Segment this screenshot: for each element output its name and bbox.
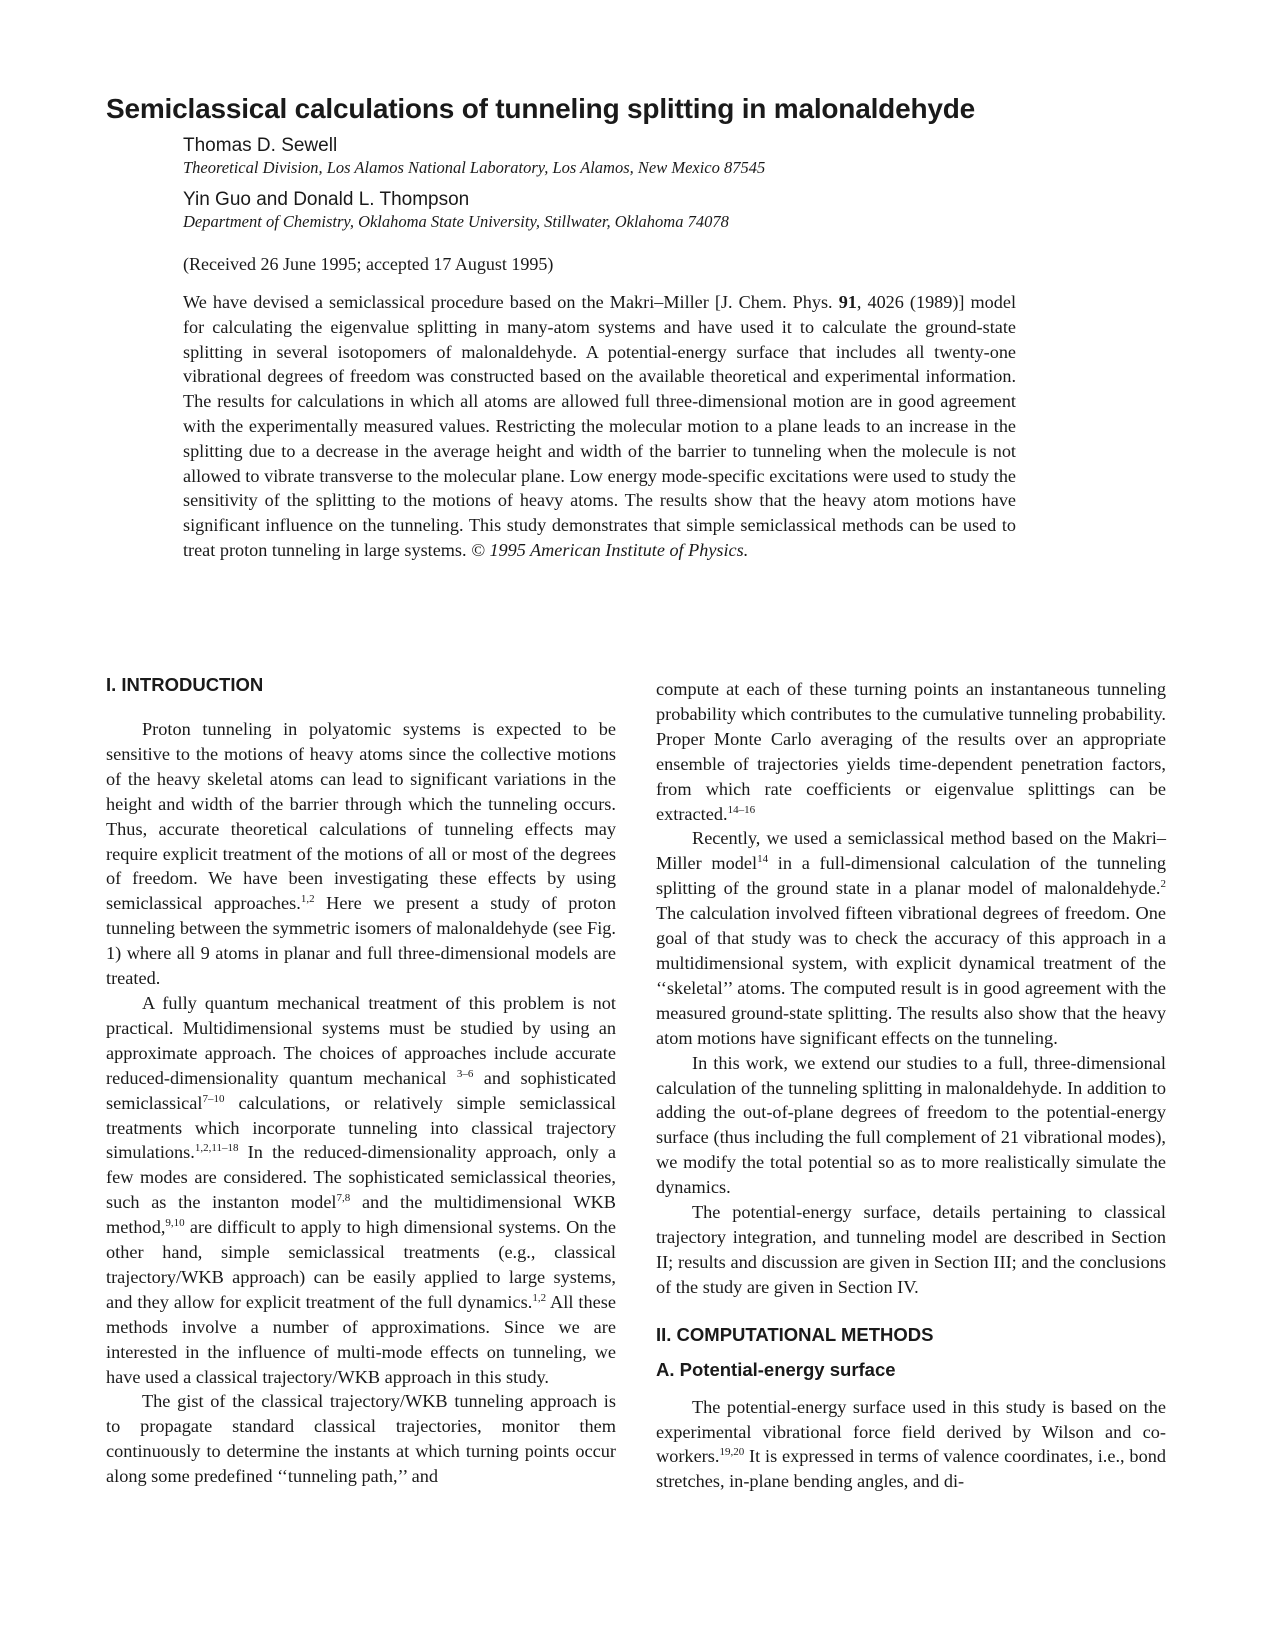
- intro-p4-text-b: in a full-dimensional calculation of the tunneling splitting of the ground state in a planar model of malonaldehyde.: [656, 853, 1166, 899]
- citation: 1,2: [532, 1291, 547, 1304]
- abstract: [183, 290, 1016, 563]
- intro-p3-cont-text: compute at each of these turning points an instantaneous tunneling probability which contributes to the cumulative tunneling probability. Proper Monte Carlo averaging of the results over an appropriate ensemble of trajectories yields time-dependent penetration factors, from which rate coefficients or eigenvalue splittings can be extracted.: [656, 679, 1166, 824]
- citation: 14–16: [727, 803, 756, 816]
- citation: 9,10: [165, 1217, 185, 1230]
- methods-paragraph-1: [656, 1395, 1166, 1495]
- intro-p2-text-e: and the multidimensional WKB method,: [106, 1192, 616, 1238]
- intro-p2-text-c: calculations, or relatively simple semiclassical treatments which incorporate tunneling into classical trajectory simulations.: [106, 1092, 616, 1163]
- intro-paragraph-3: The gist of the classical trajectory/WKB tunneling approach is to propagate standard classical trajectories, monitor them continuously to determine the instants at which turning points occur along some predefined ‘‘tunneling path,’’ and: [106, 1391, 616, 1487]
- abstract-text-1: We have devised a semiclassical procedure based on the Makri–Miller [J. Chem. Phys.: [183, 292, 839, 312]
- citation: 1,2: [300, 893, 315, 906]
- author-2-affiliation: Department of Chemistry, Oklahoma State University, Stillwater, Oklahoma 74078: [183, 212, 729, 231]
- abstract-text-2: , 4026 (1989)] model for calculating the eigenvalue splitting in many-atom systems and have used it to calculate the ground-state splitting in several isotopomers of malonaldehyde. A potential-energy surface that includes all twenty-one vibrational degrees of freedom was constructed based on the available theoretical and experimental information. The results for calculations in which all atoms are allowed full three-dimensional motion are in good agreement with the experimentally measured values. Restricting the molecular motion to a plane leads to an increase in the splitting due to a decrease in the average height and width of the barrier to tunneling when the molecule is not allowed to vibrate transverse to the molecular plane. Low energy mode-specific excitations were used to study the sensitivity of the splitting to the motions of heavy atoms. The results show that the heavy atom motions have significant influence on the tunneling. This study demonstrates that simple semiclassical methods can be used to treat proton tunneling in large systems.: [183, 292, 1016, 560]
- intro-p2-text-f: are difficult to apply to high dimensional systems. On the other hand, simple semiclassical treatments (e.g., classical trajectory/WKB approach) can be easily applied to large systems, and they allow for explicit treatment of the full dynamics.: [106, 1217, 616, 1312]
- intro-paragraph-4: [656, 826, 1166, 1050]
- section-2-heading: II. COMPUTATIONAL METHODS: [656, 1323, 934, 1345]
- citation: 1,2,11–18: [194, 1142, 239, 1155]
- citation: 7,8: [336, 1192, 351, 1205]
- abstract-volume: 91: [838, 292, 857, 312]
- left-column: [106, 674, 616, 1489]
- author-1-affiliation: Theoretical Division, Los Alamos National Laboratory, Los Alamos, New Mexico 87545: [183, 158, 766, 177]
- author-1-name: Thomas D. Sewell: [183, 135, 338, 156]
- intro-paragraph-5: In this work, we extend our studies to a full, three-dimensional calculation of the tunneling splitting in malonaldehyde. In addition to adding the out-of-plane degrees of freedom to the potential-energy surface (thus including the full complement of 21 vibrational modes), we modify the total potential so as to more realistically simulate the dynamics.: [656, 1052, 1166, 1198]
- intro-p2-text-d: In the reduced-dimensionality approach, only a few modes are considered. The sophisticated semiclassical theories, such as the instanton model: [106, 1142, 616, 1213]
- intro-p2-text-b: and sophisticated semiclassical: [106, 1067, 616, 1113]
- subsection-2a-heading: A. Potential-energy surface: [656, 1358, 896, 1380]
- intro-paragraph-2: [106, 991, 616, 1390]
- citation: 14: [757, 853, 769, 866]
- citation: 3–6: [456, 1067, 474, 1080]
- citation: 7–10: [202, 1092, 225, 1105]
- intro-p1-text-b: Here we present a study of proton tunneling between the symmetric isomers of malonaldehyde (see Fig. 1) where all 9 atoms in planar and full three-dimensional models are treated.: [106, 893, 616, 989]
- received-dates: (Received 26 June 1995; accepted 17 August 1995): [183, 254, 554, 274]
- methods-p1-text-a: The potential-energy surface used in this study is based on the experimental vibrational force field derived by Wilson and co-workers.: [656, 1396, 1166, 1467]
- citation: 2: [1160, 878, 1166, 891]
- intro-paragraph-1: [106, 717, 616, 991]
- intro-paragraph-3-continued: [656, 677, 1166, 826]
- abstract-copyright: © 1995 American Institute of Physics.: [471, 539, 749, 560]
- methods-p1-text-b: It is expressed in terms of valence coordinates, i.e., bond stretches, in-plane bending angles, and di-: [656, 1446, 1166, 1492]
- right-column: [656, 677, 1166, 1494]
- intro-p2-text-a: A fully quantum mechanical treatment of this problem is not practical. Multidimensional systems must be studied by using an approximate approach. The choices of approaches include accurate reduced-dimensionality quantum mechanical: [106, 992, 616, 1088]
- intro-paragraph-6: The potential-energy surface, details pertaining to classical trajectory integration, and tunneling model are described in Section II; results and discussion are given in Section III; and the conclusions of the study are given in Section IV.: [656, 1202, 1166, 1297]
- paper-title: Semiclassical calculations of tunneling splitting in malonaldehyde: [106, 93, 975, 124]
- intro-p2-text-g: All these methods involve a number of approximations. Since we are interested in the influence of multi-mode effects on tunneling, we have used a classical trajectory/WKB approach in this study.: [106, 1291, 616, 1387]
- intro-p4-text-c: The calculation involved fifteen vibrational degrees of freedom. One goal of that study was to check the accuracy of this approach in a multidimensional system, with explicit dynamical treatment of the ‘‘skeletal’’ atoms. The computed result is in good agreement with the measured ground-state splitting. The results also show that the heavy atom motions have significant effects on the tunneling.: [656, 903, 1166, 1048]
- author-2-name: Yin Guo and Donald L. Thompson: [183, 189, 470, 210]
- intro-p4-text-a: Recently, we used a semiclassical method based on the Makri–Miller model: [656, 828, 1166, 874]
- intro-p1-text-a: Proton tunneling in polyatomic systems is expected to be sensitive to the motions of heavy atoms since the collective motions of the heavy skeletal atoms can lead to significant variations in the height and width of the barrier through which the tunneling occurs. Thus, accurate theoretical calculations of tunneling effects may require explicit treatment of the motions of all or most of the degrees of freedom. We have been investigating these effects by using semiclassical approaches.: [106, 719, 616, 914]
- citation: 19,20: [719, 1446, 745, 1459]
- section-1-heading: I. INTRODUCTION: [106, 674, 264, 695]
